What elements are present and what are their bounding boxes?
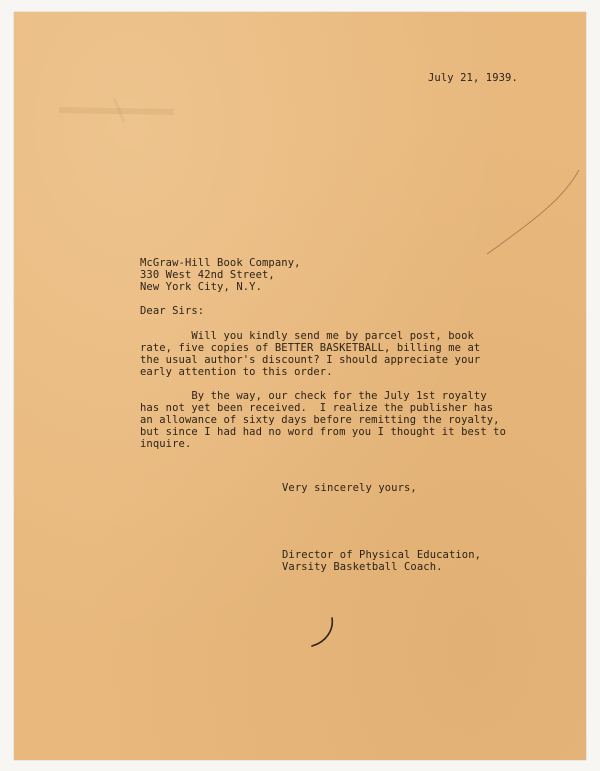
ink-hook-mark	[304, 612, 344, 652]
paragraph-line: inquire.	[140, 438, 192, 450]
paragraph-line: rate, five copies of BETTER BASKETBALL, billing me at	[140, 342, 481, 354]
paragraph-line: early attention to this order.	[140, 366, 333, 378]
signature-line: Director of Physical Education,	[282, 549, 482, 561]
paragraph-line: Will you kindly send me by parcel post, book	[140, 330, 474, 342]
salutation: Dear Sirs:	[140, 305, 205, 317]
body-paragraph-1	[140, 330, 480, 378]
body-paragraph-2	[140, 390, 506, 450]
address-line: McGraw-Hill Book Company,	[140, 257, 301, 269]
paragraph-line: has not yet been received. I realize the publisher has	[140, 402, 494, 414]
paragraph-line: but since I had had no word from you I thought it best to	[140, 426, 507, 438]
letter-sheet	[14, 12, 586, 760]
complimentary-closing: Very sincerely yours,	[282, 482, 417, 494]
paragraph-line: an allowance of sixty days before remitting the royalty,	[140, 414, 500, 426]
faded-impression-mark	[54, 92, 194, 132]
paragraph-line: the usual author's discount? I should appreciate your	[140, 354, 481, 366]
signature-line: Varsity Basketball Coach.	[282, 561, 443, 573]
signature-block	[282, 549, 481, 573]
recipient-address	[140, 257, 301, 293]
address-line: New York City, N.Y.	[140, 281, 263, 293]
address-line: 330 West 42nd Street,	[140, 269, 275, 281]
letter-date: July 21, 1939.	[428, 72, 518, 84]
paragraph-line: By the way, our check for the July 1st royalty	[140, 390, 487, 402]
pencil-stroke-mark	[469, 162, 589, 262]
